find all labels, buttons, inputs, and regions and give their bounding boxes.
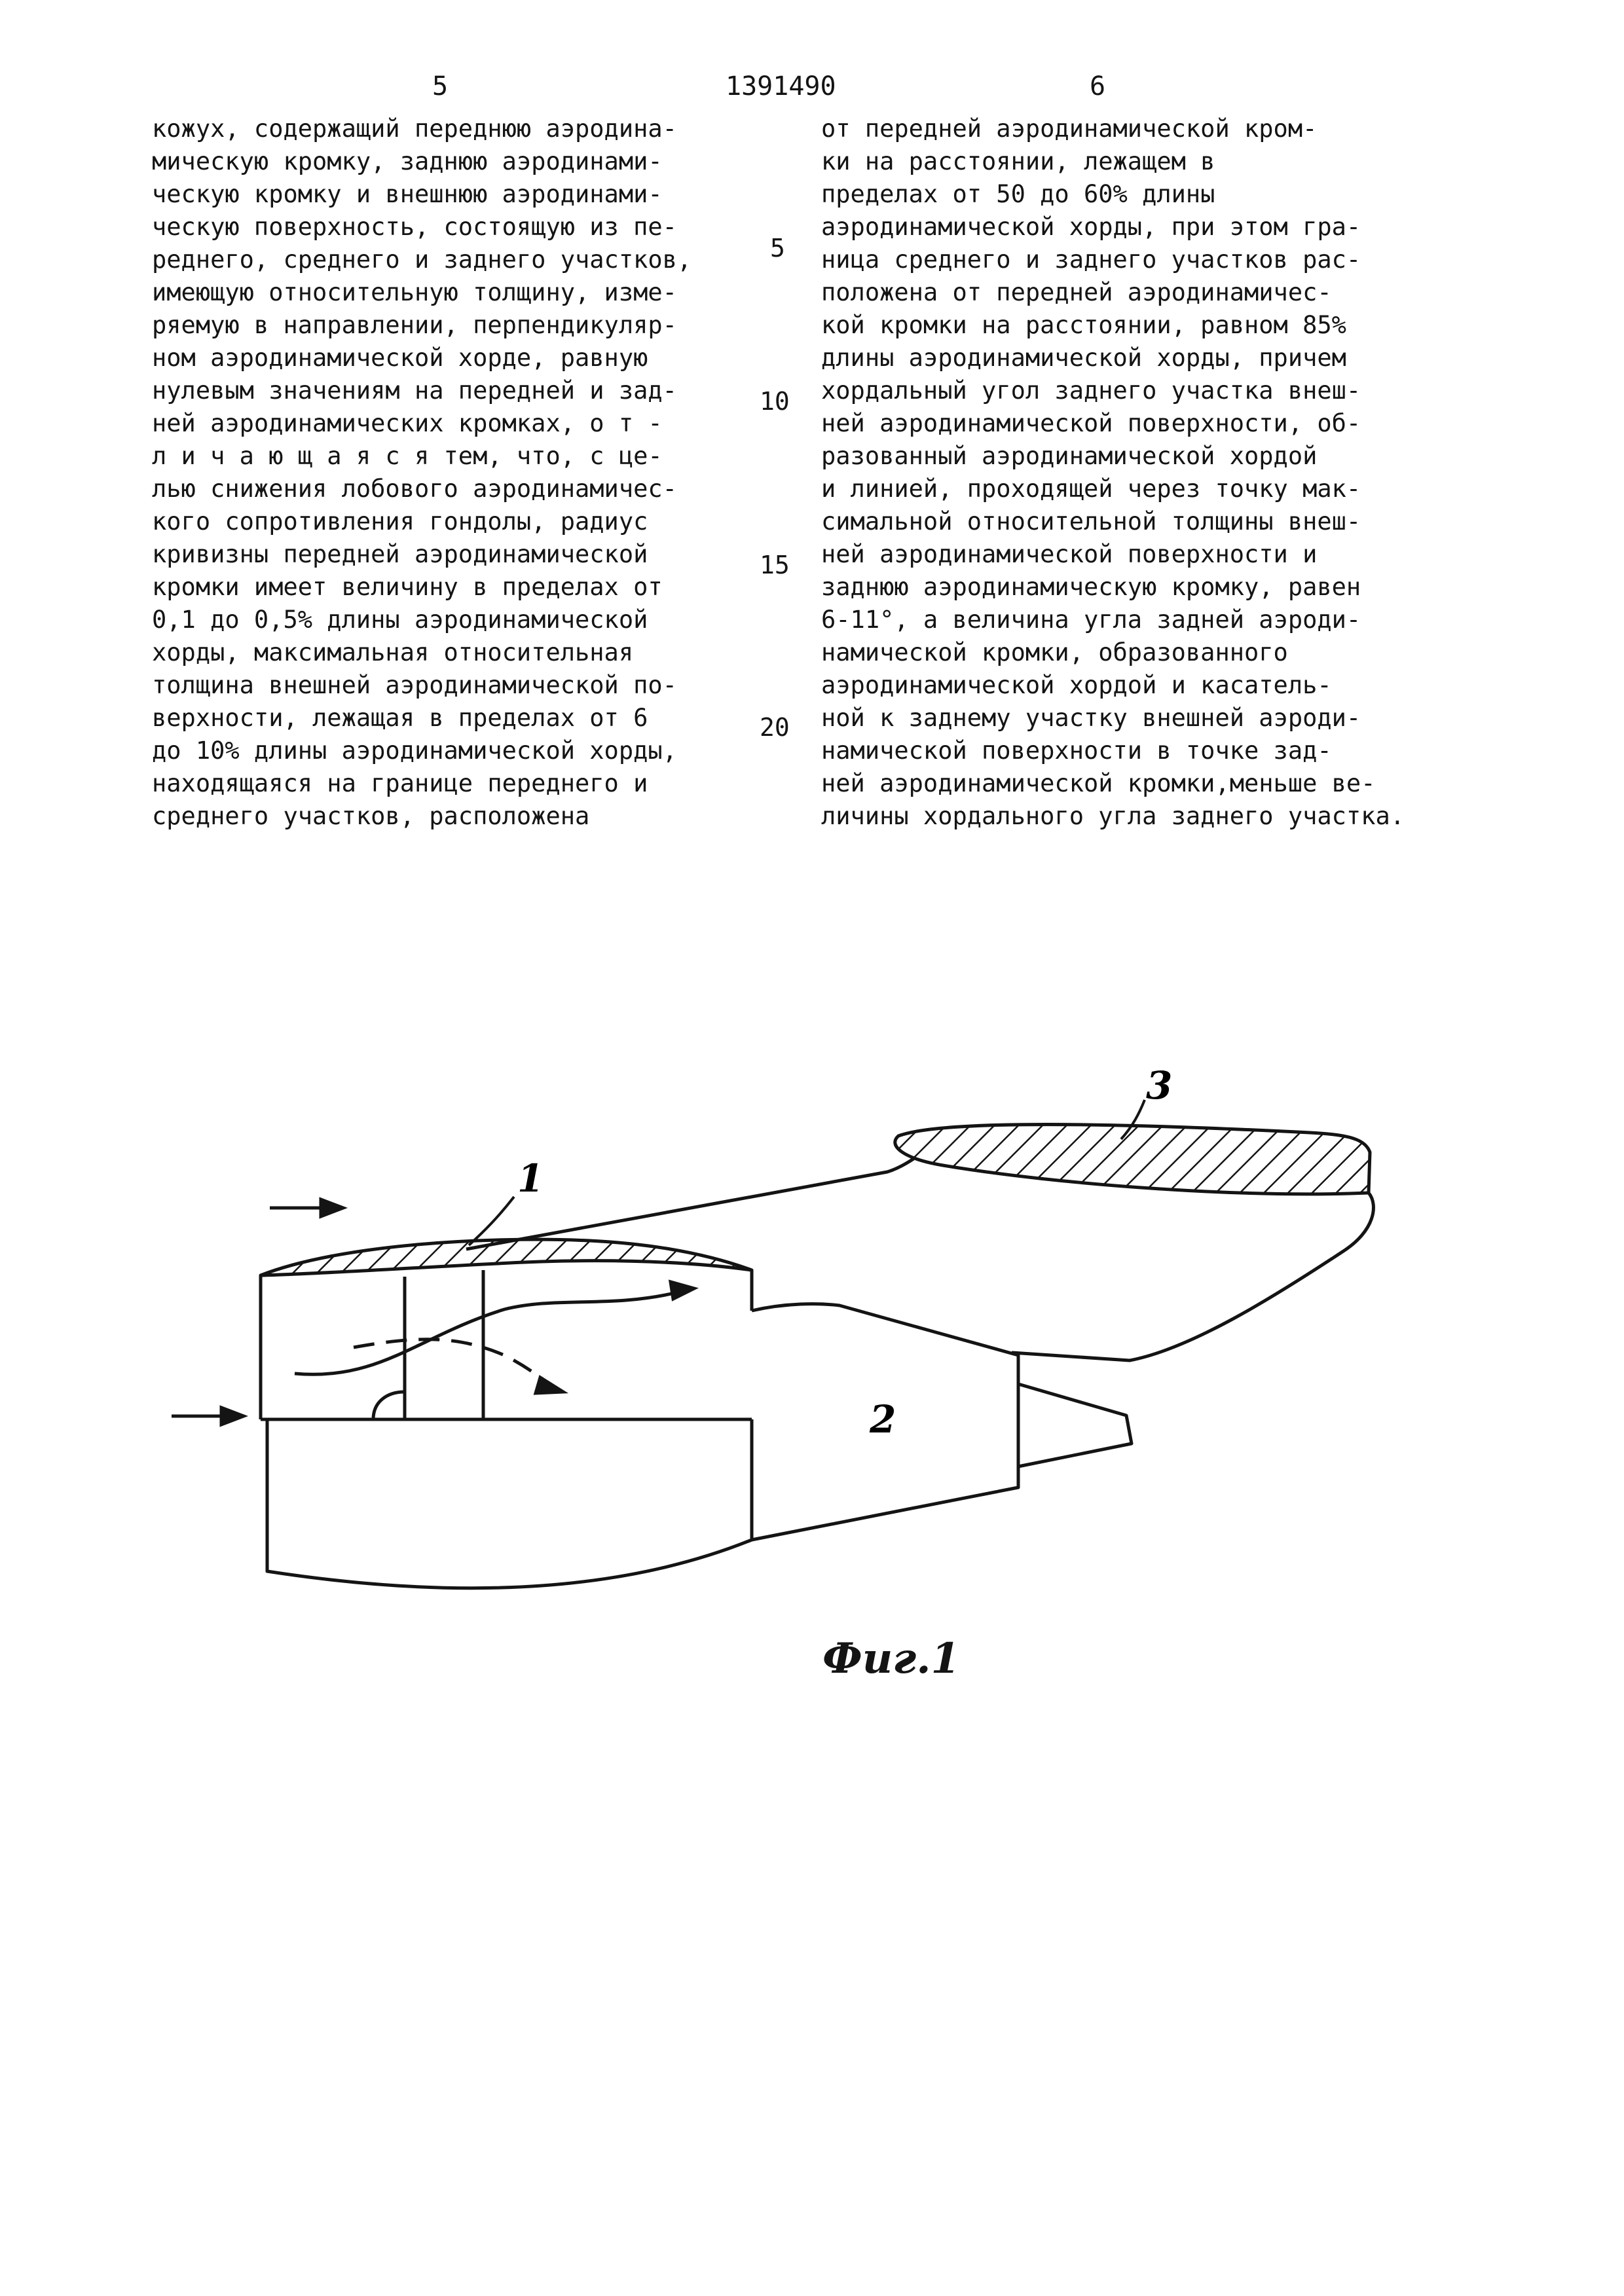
text-line: аэродинамической хорды, при этом гра- [821,213,1361,241]
text-line: намической кромки, образованного [821,638,1288,666]
text-line: хордальный угол заднего участка внеш- [821,376,1361,405]
label-wing-3: 3 [1146,1063,1173,1108]
text-line: ки на расстоянии, лежащем в [821,147,1215,175]
text-line: симальной относительной толщины внеш- [821,507,1361,536]
inflow-arrow-upper-head [321,1199,343,1216]
label-nacelle-1: 1 [517,1156,544,1201]
text-line: верхности, лежащая в пределах от 6 [152,704,648,732]
text-line: и линией, проходящей через точку мак- [821,475,1361,503]
line-number-15: 15 [760,551,790,579]
nacelle-lower [267,1419,752,1588]
text-line: мическую кромку, заднюю аэродинами- [152,147,663,175]
text-line: ряемую в направлении, перпендикуляр- [152,311,677,339]
text-line: заднюю аэродинамическую кромку, равен [821,573,1361,601]
text-line: нулевым значениям на передней и зад- [152,376,677,405]
text-line: личины хордального угла заднего участка. [821,802,1405,830]
patent-number: 1391490 [726,71,836,101]
text-line: кожух, содержащий переднюю аэродина- [152,115,677,143]
text-line: среднего участков, расположена [152,802,590,830]
text-line: пределах от 50 до 60% длины [821,180,1215,208]
text-line: кромки имеет величину в пределах от [152,573,663,601]
text-line: от передней аэродинамической кром- [821,115,1318,143]
line-number-5: 5 [770,234,785,263]
flow-core-head [536,1377,563,1393]
text-line: ческую поверхность, состоящую из пе- [152,213,677,241]
label-engine-2: 2 [870,1397,896,1442]
text-line: разованный аэродинамической хордой [821,442,1318,470]
inflow-arrow-lower-head [221,1408,244,1425]
flow-bypass-head [671,1282,694,1299]
text-line: ница среднего и заднего участков рас- [821,246,1361,274]
text-line: л и ч а ю щ а я с я тем, что, с це- [152,442,663,470]
wing-fairing-rear [1012,1193,1373,1360]
text-line: длины аэродинамической хорды, причем [821,344,1346,372]
spinner [373,1392,405,1419]
text-line: находящаяся на границе переднего и [152,769,648,797]
text-line: ней аэродинамической кромки,меньше ве- [821,769,1376,797]
text-line: ном аэродинамической хорде, равную [152,344,648,372]
text-line: 0,1 до 0,5% длины аэродинамической [152,606,648,634]
text-line: имеющую относительную толщину, изме- [152,278,677,306]
text-line: хорды, максимальная относительная [152,638,634,666]
text-line: ной к заднему участку внешней аэроди- [821,704,1361,732]
line-number-20: 20 [760,713,790,742]
text-line: ней аэродинамической поверхности и [821,540,1318,568]
page-number-left: 5 [432,71,449,101]
text-line: кривизны передней аэродинамической [152,540,648,568]
text-line: 6-11°, а величина угла задней аэроди- [821,606,1361,634]
text-line: ней аэродинамической поверхности, об- [821,409,1361,437]
text-line: ческую кромку и внешнюю аэродинами- [152,180,663,208]
text-line: толщина внешней аэродинамической по- [152,671,677,699]
figure-caption: Фиг.1 [822,1634,961,1683]
text-line: положена от передней аэродинамичес- [821,278,1332,306]
text-line: реднего, среднего и заднего участков, [152,246,692,274]
text-line: ней аэродинамических кромках, о т - [152,409,663,437]
wing-section [895,1125,1370,1194]
nacelle-cowl-section [261,1239,752,1275]
text-line: до 10% длины аэродинамической хорды, [152,737,677,765]
text-line: намической поверхности в точке зад- [821,737,1332,765]
text-line: лью снижения лобового аэродинамичес- [152,475,677,503]
text-line: кой кромки на расстоянии, равном 85% [821,311,1346,339]
line-number-10: 10 [760,387,790,416]
text-line: аэродинамической хордой и касатель- [821,671,1332,699]
page-number-right: 6 [1090,71,1106,101]
exhaust-nozzle [1018,1384,1132,1467]
text-line: кого сопротивления гондолы, радиус [152,507,648,536]
